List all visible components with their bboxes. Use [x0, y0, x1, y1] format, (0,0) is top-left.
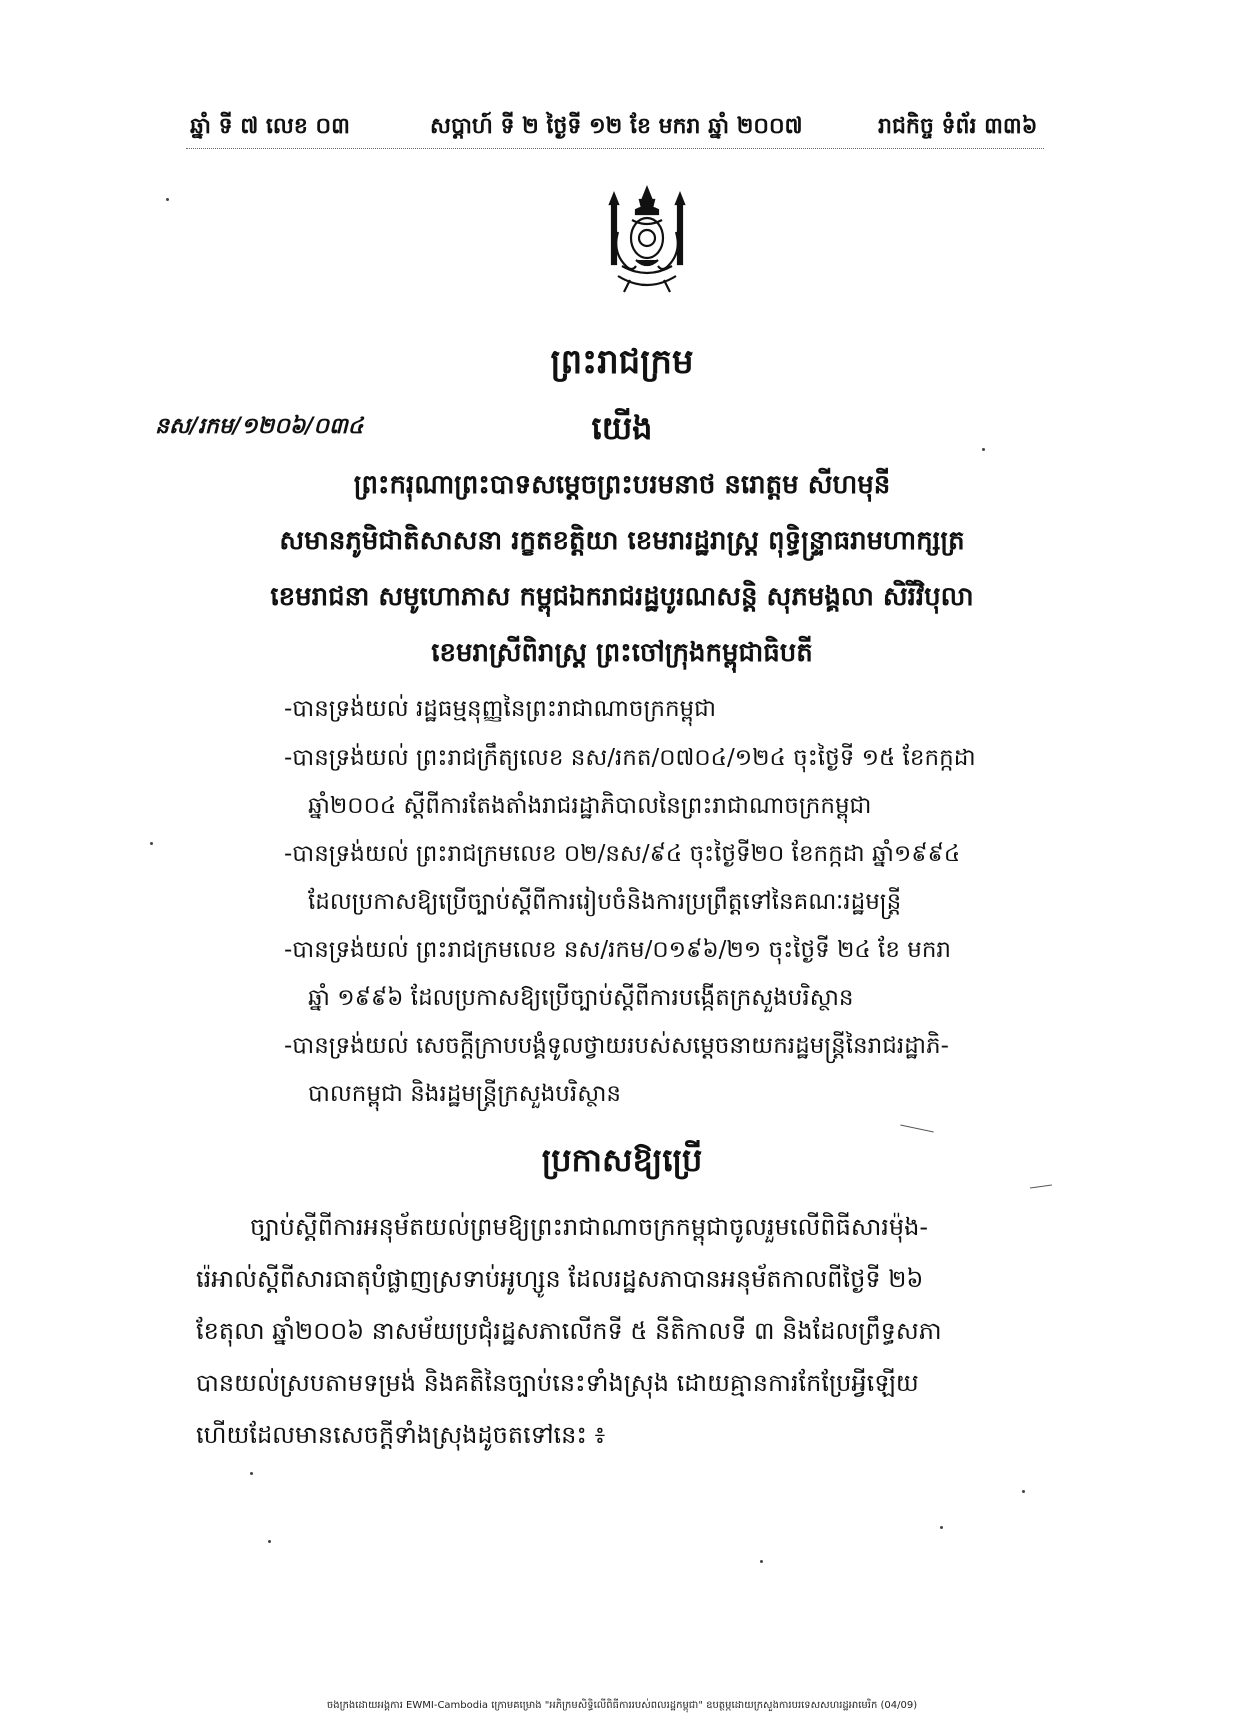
king-title-line: សមានភូមិជាតិសាសនា រក្ខតខត្តិយា ខេមរារដ្ឋរាស្ដ្រ ពុទ្ធិន្ទ្រាធរាមហាក្សត្រ [279, 526, 965, 556]
scan-speck [982, 448, 985, 451]
king-title-line: ខេមរាជនា សមូហោភាស កម្ពុជឯករាជរដ្ឋបូរណសន្តិ សុភមង្គលា សិរីវិបុលា [270, 582, 974, 612]
decree-title: ព្រះរាជក្រម [550, 342, 694, 382]
body-text-line: ខែតុលា ឆ្នាំ២០០៦ នាសម័យប្រជុំរដ្ឋសភាលើកទី ៥ នីតិកាលទី ៣ និងដែលព្រឹទ្ធសភា [196, 1317, 942, 1345]
body-text-line: បានយល់ស្របតាមទម្រង់ និងគតិនៃច្បាប់នេះទាំងស្រុង ដោយគ្មានការកែប្រែអ្វីឡើយ [196, 1369, 919, 1397]
promulgation-heading: ប្រកាសឱ្យប្រើ [541, 1141, 703, 1179]
reference-item-royal-kram-1996: -បានទ្រង់យល់ ព្រះរាជក្រមលេខ នស/រកម/០១៩៦/២១ ចុះថ្ងៃទី ២៤ ខែ មករា [284, 937, 952, 963]
scan-speck [1022, 1490, 1025, 1493]
reference-item-continuation: ឆ្នាំ ១៩៩៦ ដែលប្រកាសឱ្យប្រើច្បាប់ស្ដីពីការបង្កើតក្រសួងបរិស្ថាន [308, 985, 854, 1011]
gazette-page-number: រាជកិច្ច ទំព័រ ៣៣៦ [878, 114, 1038, 139]
scan-mark [900, 1124, 933, 1132]
body-text-line: ហើយដែលមានសេចក្ដីទាំងស្រុងដូចតទៅនេះ ៖ [196, 1421, 606, 1449]
body-text-line: រ៉េអាល់ស្ដីពីសារធាតុបំផ្លាញស្រទាប់អូហ្សូន ដែលរដ្ឋសភាបានអនុម័តកាលពីថ្ងៃទី ២៦ [196, 1265, 924, 1293]
body-text-line: ច្បាប់ស្ដីពីការអនុម័តយល់ព្រមឱ្យព្រះរាជាណាចក្រកម្ពុជាចូលរួមលើពិធីសារម៉ុង- [250, 1213, 929, 1241]
reference-item-continuation: ដែលប្រកាសឱ្យប្រើច្បាប់ស្ដីពីការរៀបចំនិងការប្រព្រឹត្តទៅនៃគណៈរដ្ឋមន្ត្រី [308, 889, 902, 915]
scan-speck [940, 1526, 943, 1529]
king-title-line: ព្រះករុណាព្រះបាទសម្ដេចព្រះបរមនាថ នរោត្ដម សីហមុនី [353, 470, 891, 500]
scan-speck [166, 198, 169, 201]
decree-reference-number: នស/រកម/១២០៦/០៣៤ [155, 414, 364, 439]
reference-item-pm-report: -បានទ្រង់យល់ សេចក្ដីក្រាបបង្គំទូលថ្វាយរបស់សម្ដេចនាយករដ្ឋមន្ត្រីនៃរាជរដ្ឋាភិ- [284, 1033, 949, 1059]
reference-item-royal-kram-1994: -បានទ្រង់យល់ ព្រះរាជក្រមលេខ ០២/នស/៩៤ ចុះថ្ងៃទី២០ ខែកក្កដា ឆ្នាំ១៩៩៤ [284, 841, 961, 867]
compiler-footer-note: ចងក្រងដោយអង្គការ EWMI-Cambodia ក្រោមគម្រោង "អភិក្រមសិទ្ធិលើពិធីការរបស់ពលរដ្ឋកម្ពុជា" ឧបត្ថម្ភដោយក្រសួងការបរទេសសហរដ្ឋអាមេរិក (04/09) [326, 1700, 918, 1711]
header-rule [186, 148, 1044, 149]
reference-item-continuation: បាលកម្ពុជា និងរដ្ឋមន្ត្រីក្រសួងបរិស្ថាន [308, 1081, 622, 1107]
king-title-line: ខេមរាស្រីពិរាស្ដ្រ ព្រះចៅក្រុងកម្ពុជាធិបតី [431, 638, 813, 668]
gazette-date: សប្ដាហ៍ ទី ២ ថ្ងៃទី ១២ ខែ មករា ឆ្នាំ ២០០៧ [430, 114, 803, 139]
royal-arms-emblem-icon [592, 182, 702, 297]
scan-speck [268, 1540, 271, 1543]
we-heading: យើង [591, 409, 653, 447]
reference-item-royal-decree-2004: -បានទ្រង់យល់ ព្រះរាជក្រឹត្យលេខ នស/រកត/០៧០៤/១២៤ ចុះថ្ងៃទី ១៥ ខែកក្កដា [284, 745, 976, 771]
scan-speck [250, 1472, 253, 1475]
gazette-issue: ឆ្នាំ ទី ៧ លេខ ០៣ [190, 114, 350, 139]
reference-item-constitution: -បានទ្រង់យល់ រដ្ឋធម្មនុញ្ញនៃព្រះរាជាណាចក្រកម្ពុជា [284, 696, 717, 722]
scan-speck [760, 1560, 763, 1563]
scan-speck [150, 842, 153, 845]
reference-item-continuation: ឆ្នាំ២០០៤ ស្ដីពីការតែងតាំងរាជរដ្ឋាភិបាលនៃព្រះរាជាណាចក្រកម្ពុជា [308, 793, 872, 819]
